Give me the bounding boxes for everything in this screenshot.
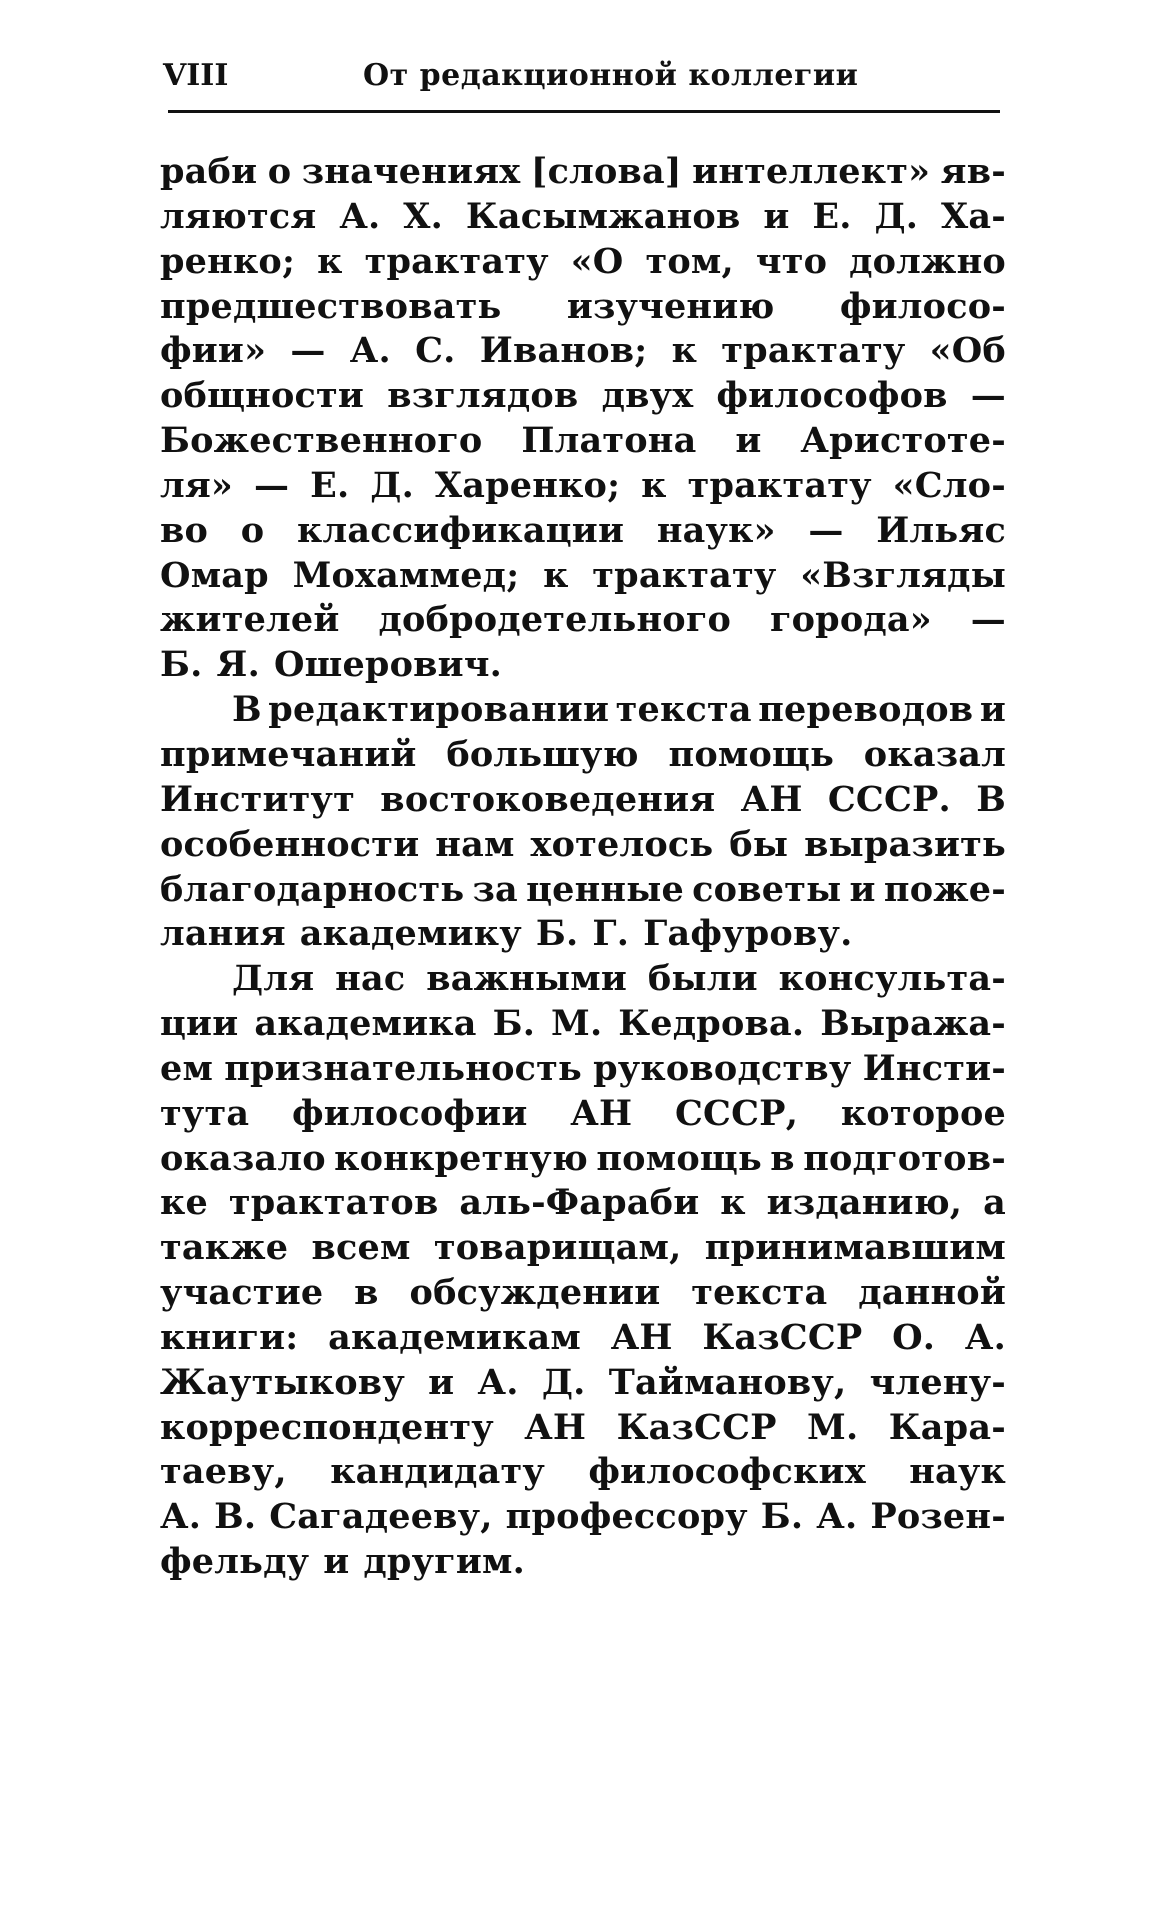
word: нас [335, 958, 406, 1000]
word: и [428, 1361, 455, 1403]
word: А. [477, 1361, 519, 1403]
word: С. [415, 330, 456, 372]
running-head [163, 52, 1003, 100]
word: «О [570, 240, 624, 282]
word: Институт [160, 778, 356, 820]
word: в [354, 1272, 379, 1314]
word: должно [849, 240, 1006, 282]
text-line [160, 1406, 1006, 1451]
word: поже- [883, 868, 1006, 910]
word: академика [254, 1003, 477, 1045]
word: «Об [929, 330, 1006, 372]
running-head-title: От редакционной коллегии [363, 58, 859, 93]
word: которое [840, 1092, 1006, 1134]
word: Харенко; [434, 464, 621, 506]
word: Е. [310, 464, 350, 506]
word: текста [615, 689, 752, 731]
word: А. [816, 1496, 858, 1538]
word: подготов- [803, 1137, 1006, 1179]
word: Х. [403, 195, 444, 237]
word: АН [570, 1092, 633, 1134]
word: классификации [297, 509, 625, 551]
text-line [160, 1047, 1006, 1092]
word: и [735, 420, 762, 462]
word: интеллект» [692, 151, 931, 192]
word: товарищам, [433, 1227, 682, 1269]
word: члену- [869, 1361, 1006, 1403]
word: добродетельного [378, 599, 732, 641]
word: к [317, 240, 343, 282]
word: — [808, 509, 844, 551]
text-line [160, 823, 1006, 868]
word: двух [601, 375, 694, 417]
word: оказал [863, 733, 1006, 775]
word: А. [964, 1316, 1006, 1358]
text-line [160, 1002, 1006, 1047]
word: Б. [160, 644, 203, 686]
word: АН [524, 1406, 587, 1448]
word: Кедрова. [618, 1003, 805, 1045]
word: взглядов [387, 375, 579, 417]
text-line [160, 1450, 1006, 1495]
word: редактировании [268, 689, 610, 731]
word: Е. [812, 195, 852, 237]
word: Для [232, 958, 315, 1000]
word: особенности [160, 823, 420, 865]
word: хотелось [530, 823, 714, 865]
text-line [160, 1361, 1006, 1406]
word: философов [716, 375, 948, 417]
word: Инсти- [862, 1047, 1006, 1089]
word: книги: [160, 1316, 299, 1358]
word: Сагадееву, [269, 1496, 493, 1538]
word: переводов [758, 689, 974, 731]
word: изданию, [766, 1182, 963, 1224]
word: «Взгляды [800, 554, 1006, 596]
word: также [160, 1227, 289, 1269]
word: корреспонденту [160, 1406, 494, 1448]
word: Жаутыкову [160, 1361, 405, 1403]
word: ции [160, 1003, 239, 1045]
text-line [160, 419, 1006, 464]
word: СССР, [675, 1092, 799, 1134]
word: всем [311, 1227, 411, 1269]
word: Б. [760, 1496, 804, 1538]
word: трактату [364, 240, 549, 282]
word: КазССР [702, 1316, 863, 1358]
word: М. [551, 1003, 603, 1045]
word: трактату [592, 554, 777, 596]
word: ляются [160, 195, 317, 237]
body-text [160, 150, 1006, 1585]
word: А. [339, 195, 381, 237]
word: [слова] [530, 151, 682, 192]
word: и [323, 1541, 350, 1583]
page-number: VIII [163, 58, 229, 93]
text-line [160, 285, 1006, 330]
word: наук» [656, 509, 776, 551]
word: В. [214, 1496, 257, 1538]
word: консульта- [778, 958, 1006, 1000]
word: философии [292, 1092, 528, 1134]
word: Аристоте- [800, 420, 1006, 462]
text-line [160, 1092, 1006, 1137]
word: Ильяс [876, 509, 1006, 551]
word: философских [588, 1451, 866, 1493]
text-line [160, 195, 1006, 240]
word: в [770, 1137, 795, 1179]
word: а [983, 1182, 1006, 1224]
word: филосо- [839, 285, 1006, 327]
word: тута [160, 1092, 250, 1134]
word: академику [299, 913, 522, 955]
text-line [160, 1495, 1006, 1540]
word: наук [909, 1451, 1006, 1493]
word: — [290, 330, 326, 372]
word: признательность [224, 1047, 582, 1089]
word: Д. [541, 1361, 586, 1403]
text-line [160, 957, 1006, 1002]
word: общности [160, 375, 365, 417]
word: ем [160, 1047, 214, 1089]
word: руководству [593, 1047, 852, 1089]
word: КазССР [616, 1406, 777, 1448]
word: Ха- [941, 195, 1006, 237]
word: нам [435, 823, 515, 865]
text-line [160, 868, 1006, 913]
text-line [160, 688, 1006, 733]
word: Кара- [888, 1406, 1006, 1448]
word: к [671, 330, 698, 372]
word: Иванов; [479, 330, 648, 372]
word: участие [160, 1272, 324, 1314]
word: Розен- [870, 1496, 1006, 1538]
word: академикам [328, 1316, 582, 1358]
word: были [647, 958, 758, 1000]
word: В [976, 778, 1006, 820]
word: ценные [526, 868, 684, 910]
word: том, [645, 240, 734, 282]
text-line [160, 374, 1006, 419]
word: Тайманову, [608, 1361, 847, 1403]
word: АН [740, 778, 803, 820]
word: ля» [160, 464, 234, 506]
word: яв- [940, 151, 1006, 192]
word: благодарность [160, 868, 465, 910]
word: АН [610, 1316, 673, 1358]
word: А. [349, 330, 391, 372]
word: другим. [363, 1541, 525, 1583]
word: обсуждении [409, 1272, 661, 1314]
word: и [979, 689, 1006, 731]
word: бы [729, 823, 789, 865]
word: Божественного [160, 420, 483, 462]
word: к [543, 554, 569, 596]
word: «Сло- [892, 464, 1006, 506]
word: Б. [492, 1003, 536, 1045]
word: Д. [370, 464, 414, 506]
text-line [160, 1226, 1006, 1271]
word: во [160, 509, 209, 551]
word: кандидату [330, 1451, 545, 1493]
word: что [755, 240, 828, 282]
word: к [720, 1182, 746, 1224]
word: Касымжанов [465, 195, 741, 237]
text-line [160, 1540, 1006, 1585]
text-line [160, 1181, 1006, 1226]
word: СССР. [827, 778, 951, 820]
word: ренко; [160, 240, 296, 282]
word: — [970, 375, 1006, 417]
text-line [160, 778, 1006, 823]
word: А. [160, 1496, 202, 1538]
word: — [253, 464, 290, 506]
word: о [267, 151, 292, 192]
text-line [160, 554, 1006, 599]
word: значениях [301, 151, 521, 192]
word: предшествовать [160, 285, 502, 327]
word: примечаний [160, 733, 417, 775]
word: Б. [535, 913, 579, 955]
word: данной [858, 1272, 1006, 1314]
word: о [240, 509, 265, 551]
word: помощь [596, 1137, 762, 1179]
word: жителей [160, 599, 340, 641]
text-line [160, 598, 1006, 643]
word: оказало [160, 1137, 326, 1179]
word: и [763, 195, 790, 237]
word: трактатов [228, 1182, 439, 1224]
text-line [160, 1316, 1006, 1361]
word: советы [692, 868, 842, 910]
word: города» [769, 599, 932, 641]
word: Г. [592, 913, 630, 955]
text-line [160, 912, 1006, 957]
word: Выража- [820, 1003, 1006, 1045]
text-line [160, 509, 1006, 554]
word: таеву, [160, 1451, 287, 1493]
word: ке [160, 1182, 208, 1224]
word: лания [160, 913, 286, 955]
word: за [472, 868, 518, 910]
header-rule [168, 110, 1000, 113]
word: большую [446, 733, 639, 775]
word: и [849, 868, 876, 910]
word: О. [892, 1316, 936, 1358]
text-line [160, 150, 1006, 195]
word: выразить [804, 823, 1006, 865]
word: к [641, 464, 667, 506]
word: Омар [160, 554, 269, 596]
word: важными [426, 958, 628, 1000]
word: Мохаммед; [292, 554, 520, 596]
word: аль-Фараби [459, 1182, 700, 1224]
word: принимавшим [704, 1227, 1006, 1269]
word: конкретную [334, 1137, 588, 1179]
word: фельду [160, 1541, 310, 1583]
word: В [232, 689, 262, 731]
text-line [160, 733, 1006, 778]
word: — [970, 599, 1006, 641]
word: Д. [874, 195, 919, 237]
text-line [160, 643, 1006, 688]
word: изучению [566, 285, 775, 327]
word: помощь [668, 733, 835, 775]
word: фии» [160, 330, 267, 372]
word: профессору [505, 1496, 748, 1538]
word: Платона [521, 420, 697, 462]
word: Гафурову. [643, 913, 853, 955]
word: Ошерович. [273, 644, 503, 686]
text-line [160, 329, 1006, 374]
word: текста [691, 1272, 828, 1314]
word: раби [160, 151, 258, 192]
text-line [160, 1137, 1006, 1182]
word: М. [807, 1406, 859, 1448]
word: востоковедения [380, 778, 716, 820]
word: трактату [721, 330, 906, 372]
text-line [160, 240, 1006, 285]
word: трактату [687, 464, 872, 506]
text-line [160, 1271, 1006, 1316]
word: Я. [216, 644, 260, 686]
text-line [160, 464, 1006, 509]
